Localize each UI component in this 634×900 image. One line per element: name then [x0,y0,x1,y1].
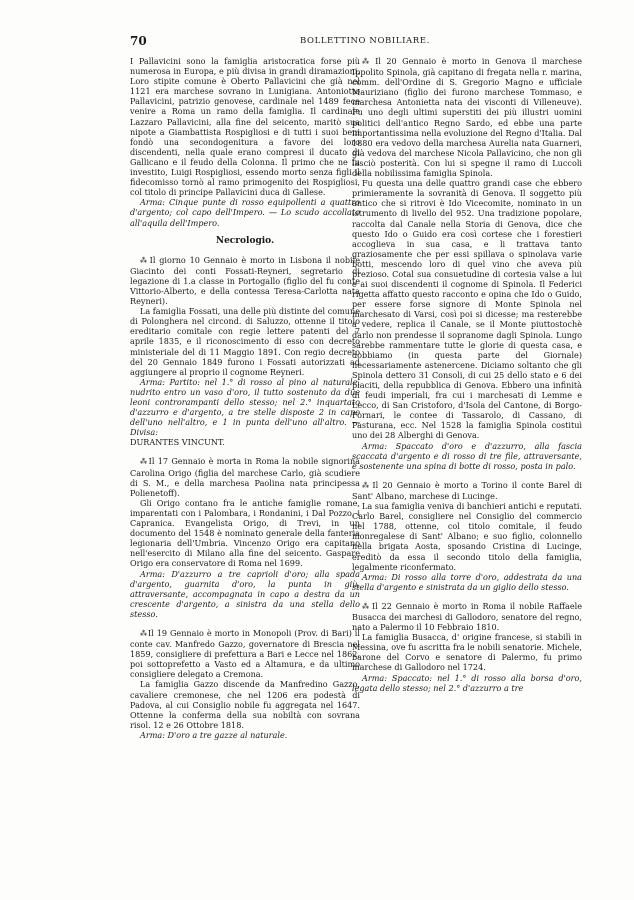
motto: DURANTES VINCUNT. [130,437,225,448]
family-paragraph: La famiglia Gazzo discende da Manfredino Gazzo, cavaliere cremonese, che nel 1206 era podestà di Padova, al cui Consiglio nobile fu aggregata nel 1647. Ottenne la conferma della sua nobiltà con sovrana risol. 12 e 26 Ottobre 1818. [130,679,360,730]
arma-text: Arma: Partito: nel 1.° di rosso al pino al naturale, nudrito entro un vaso d'oro, il tutto sostenuto da due leoni controrampanti dello stesso; nel 2.° inquartato d'azzurro e d'argento, a tre stelle disposte 2 in capo dell'uno nell'altro, e 1 in punta dell'uno all'altro. — Divisa: [130,376,360,438]
asterism-icon: ⁂ [362,602,372,611]
right-column [352,56,582,693]
arma-text: Arma: Di rosso alla torre d'oro, addestrata da una stella d'argento e sinistrata da un giglio dello stesso. [352,571,582,592]
obituary-entry-barel [352,480,582,592]
family-paragraph: Gli Origo contano fra le antiche famiglie romane, imparentati con i Palombara, i Rondanini, i Dal Pozzo, i Capranica. Evangelista Origo, di Trevi, in un documento del 1548 è nominato generale della fanteria legionaria dell'Umbria. Vincenzo Origo era capitano nell'esercito di Milano alla fine del seicento. Gaspare Origo era conservatore di Roma nel 1699. [130,497,360,569]
intro-paragraph: I Pallavicini sono la famiglia aristocratica forse più numerosa in Europa, e più divisa in grandi diramazioni. Loro stipite comune è Oberto Pallavicini che già nel 1121 era marchese sovrano in Lunigiana. Antoniotto Pallavicini, patrizio genovese, cardinale nel 1489 fece venire a Roma un ramo della famiglia. Il cardinale Lazzaro Pallavicini, alla fine del seicento, maritò sua nipote a Giambattista Rospigliosi e di tutti i suoi beni fondò una secondogenitura a favore dei loro discendenti, nella quale erano compresi il ducato di Gallicano e il feudo della Colonna. Il primo che ne fu investito, Luigi Rospigliosi, essendo morto senza figli il fidecomisso tornò al ramo primogenito dei Rospigliosi, col titolo di principe Pallavicini duca di Gallese. [130,56,360,198]
page-number: 70 [130,34,147,48]
obituary-entry-busacca [352,601,582,693]
family-paragraph: Fu questa una delle quattro grandi case che ebbero primieramente la sovranità di Genova. Il soggetto più antico che si ritrovi è Ido Vicecomite, nominato in un istrumento di livello del 952. Una tradizione popolare, raccolta dal Canale nella Storia di Genova, dice che questo Ido o Guido era così cortese che i forestieri accoglieva in sua casa, e li trattava tanto graziosamente che per essi spillava o spinolava varie botti, mescendo loro di quel vino che aveva più prezioso. Cotal sua consuetudine di cortesia valse a lui e ai suoi discendenti il cognome di Spinola. Il Federici rigetta affatto questo racconto e opina che Ido o Guido, per essere forse signore di Monte Spinola nel marchesato di Varsi, così poi si dicesse; ma resterebbe a vedere, replica il Canale, se il Monte piuttostochè darlo non prendesse il sopranome dagli Spinola. Lungo sarebbe rammentare tutte le glorie di questa casa, e dobbiamo (in questa parte del Giornale) necessariamente astenercene. Diciamo soltanto che gli Spinola dettero 31 Consoli, di cui 25 dello stato e 6 dei placiti, della repubblica di Genova. Ebbero una infinità di feudi imperiali, fra cui i marchesati di Lemme e Lecco, di San Cristoforo, d'Isola del Cantone, di Borgo-Fornari, le contee di Tassarolo, di Cassano, di Pasturana, ecc. Nel 1528 la famiglia Spinola costituì uno dei 28 Alberghi di Genova. [352,178,582,441]
obituary-entry-spinola [352,56,582,471]
intro-arma: Arma: Cinque punte di rosso equipollenti a quattro d'argento; col capo dell'Impero. — Lo scudo accollato all'aquila dell'Impero. [130,197,360,228]
arma-text: Arma: Spaccato: nel 1.° di rosso alla borsa d'oro, legata dello stesso; nel 2.° d'azzurro a tre [352,672,582,693]
obituary-paragraph: ⁂ Il giorno 10 Gennaio è morto in Lisbona il nobile Giacinto dei conti Fossati-Reyneri, segretario di legazione di 1.a classe in Portogallo (figlio del fu conte Vittorio-Alberto, e della contessa Teresa-Carlotta nata Reyneri). [130,254,361,307]
arma-text: Arma: D'oro a tre gazze al naturale. [140,729,288,740]
asterism-icon: ⁂ [140,458,149,467]
asterism-icon: ⁂ [140,629,148,638]
family-paragraph: La famiglia Busacca, d' origine francese, si stabilì in Messina, ove fu ascritta fra le nobili senatorie. Michele, barone del Corvo e senatore di Palermo, fu primo marchese di Gallodoro nel 1724. [352,632,582,673]
family-paragraph: La famiglia Fossati, una delle più distinte del comune di Polonghera nel circond. di Saluzzo, ottenne il titolo ereditario comitale con regie lettere patenti del 7 aprile 1835, e il riconoscimento di esso con decreto ministeriale del di 11 Maggio 1891. Con regio decreto del 20 Gennaio 1849 furono i Fossati autorizzati ad aggiungere al proprio il cognome Reyneri. [130,306,360,377]
obituary-paragraph: ⁂ Il 22 Gennaio è morto in Roma il nobile Raffaele Busacca dei marchesi di Gallodoro, senatore del regno, nato a Palermo il 10 Febbraio 1810. [352,600,582,633]
left-column [130,56,360,740]
obituary-paragraph: ⁂ Il 17 Gennaio è morta in Roma la nobile signorina Carolina Origo (figlia del marchese Carlo, già scudiere di S. M., e della marchesa Paolina nata principessa Polienetoff). [130,456,360,498]
obituary-entry-fossati [130,255,360,448]
page-header [130,34,610,48]
arma-text: Arma: Spaccato d'oro e d'azzurro, alla fascia scaccata d'argento e di rosso di tre file, attraversante, e sostenente una spina di botte di rosso, posta in palo. [352,440,582,471]
family-paragraph: La sua famiglia veniva di banchieri antichi e reputati. Carlo Barel, consigliere nel Consiglio del commercio nel 1788, ottenne, col titolo comitale, il feudo monregalese di Sant' Albano; e suo figlio, colonnello nella brigata Aosta, sposando Cristina di Lucinge, ereditò da essa il secondo titolo della famiglia, legalmente riconfermato. [352,501,582,572]
section-title-necrologio: Necrologio. [215,235,275,246]
asterism-icon: ⁂ [140,256,150,265]
asterism-icon: ⁂ [362,481,373,490]
obituary-paragraph: ⁂ Il 20 Gennaio è morto in Genova il marchese Ippolito Spinola, già capitano di fregata nella r. marina, comm. dell'Ordine di S. Gregorio Magno e ufficiale Mauriziano (figlio dei furono marchese Tommaso, e marchesa Antonietta nata dei visconti di Villeneuve). Fu uno degli ultimi superstiti dei più illustri uomini politici dell'antico Regno Sardo, ed ebbe una parte importantissima nella evoluzione del Regno d'Italia. Dal 1880 era vedovo della marchesa Aurelia nata Guarneri, già vedova del marchese Nicola Pallavicino, che non gli lasciò posterità. Con lui si spegne il ramo di Luccoli della nobilissima famiglia Spinola. [352,56,582,179]
obituary-paragraph: ⁂ Il 20 Gennaio è morto a Torino il conte Barel di Sant' Albano, marchese di Lucinge. [352,479,582,501]
asterism-icon: ⁂ [362,58,376,66]
obituary-entry-origo [130,456,360,619]
pallavicini-intro [130,56,360,228]
arma-text: Arma: D'azzurro a tre caprioli d'oro; alla spada d'argento, guarnita d'oro, la punta in giù, attraversante, accompagnata in capo a destra da un crescente d'argento, a sinistra da una stella dello stesso. [130,568,360,619]
obituary-entry-gazzo [130,628,360,740]
obituary-paragraph: ⁂ Il 19 Gennaio è morto in Monopoli (Prov. di Bari) il conte cav. Manfredo Gazzo, governatore di Brescia nel 1859, consigliere di prefettura a Bari e Lecce nel 1862, poi sottoprefetto a Vasto ed a Altamura, e da ultimo consigliere delegato a Cremona. [130,627,360,680]
running-title: BOLLETTINO NOBILIARE. [300,36,430,46]
